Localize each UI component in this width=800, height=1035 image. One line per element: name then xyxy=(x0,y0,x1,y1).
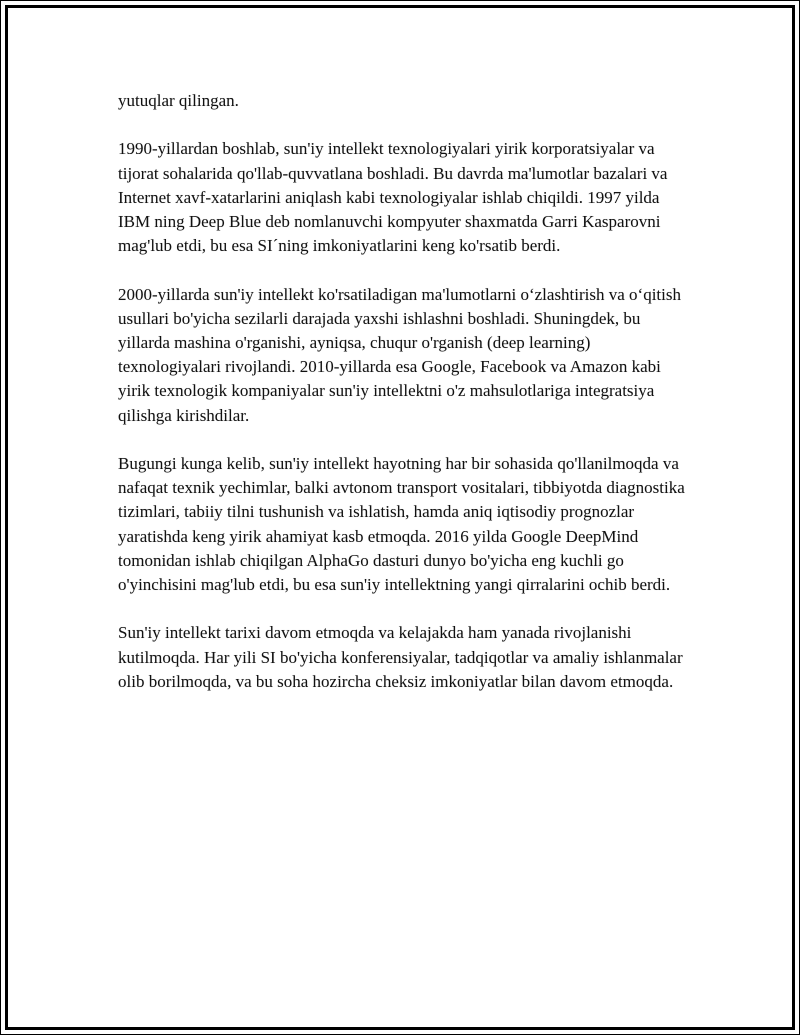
paragraph-continuation: yutuqlar qilingan. xyxy=(118,91,239,110)
paragraph-1990s: 1990-yillardan boshlab, sun'iy intellekt texnologiyalari yirik korporatsiyalar va tijorat sohalarida qo'llab-quvvatlana boshladi. Bu davrda ma'lumotlar bazalari va Internet xavf-xatarlarini aniqlash kabi texnologiyalar ishlab chiqildi. 1997 yilda IBM ning Deep Blue deb nomlanuvchi kompyuter shaxmatda Garri Kasparovni mag'lub etdi, bu esa SI´ning imkoniyatlarini keng ko'rsatib berdi. xyxy=(118,139,668,256)
document-body xyxy=(118,89,690,718)
paragraph-2000s: 2000-yillarda sun'iy intellekt ko'rsatiladigan ma'lumotlarni o‘zlashtirish va o‘qitish usullari bo'yicha sezilarli darajada yaxshi ishlashni boshladi. Shuningdek, bu yillarda mashina o'rganishi, ayniqsa, chuqur o'rganish (deep learning) texnologiyalari rivojlandi. 2010-yillarda esa Google, Facebook va Amazon kabi yirik texnologik kompaniyalar sun'iy intellektni o'z mahsulotlariga integratsiya qilishga kirishdilar. xyxy=(118,284,681,425)
paragraph-today: Bugungi kunga kelib, sun'iy intellekt hayotning har bir sohasida qo'llanilmoqda va nafaqat texnik yechimlar, balki avtonom transport vositalari, tibbiyotda diagnostika tizimlari, tabiiy tilni tushunish va ishlatish, hamda aniq iqtisodiy prognozlar yaratishda keng yirik ahamiyat kasb etmoqda. 2016 yilda Google DeepMind tomonidan ishlab chiqilgan AlphaGo dasturi dunyo bo'yicha eng kuchli go o'yinchisini mag'lub etdi, bu esa sun'iy intellektning yangi qirralarini ochib berdi. xyxy=(118,454,685,595)
paragraph-future: Sun'iy intellekt tarixi davom etmoqda va kelajakda ham yanada rivojlanishi kutilmoqda. Har yili SI bo'yicha konferensiyalar, tadqiqotlar va amaliy ishlanmalar olib borilmoqda, va bu soha hozircha cheksiz imkoniyatlar bilan davom etmoqda. xyxy=(118,623,683,691)
